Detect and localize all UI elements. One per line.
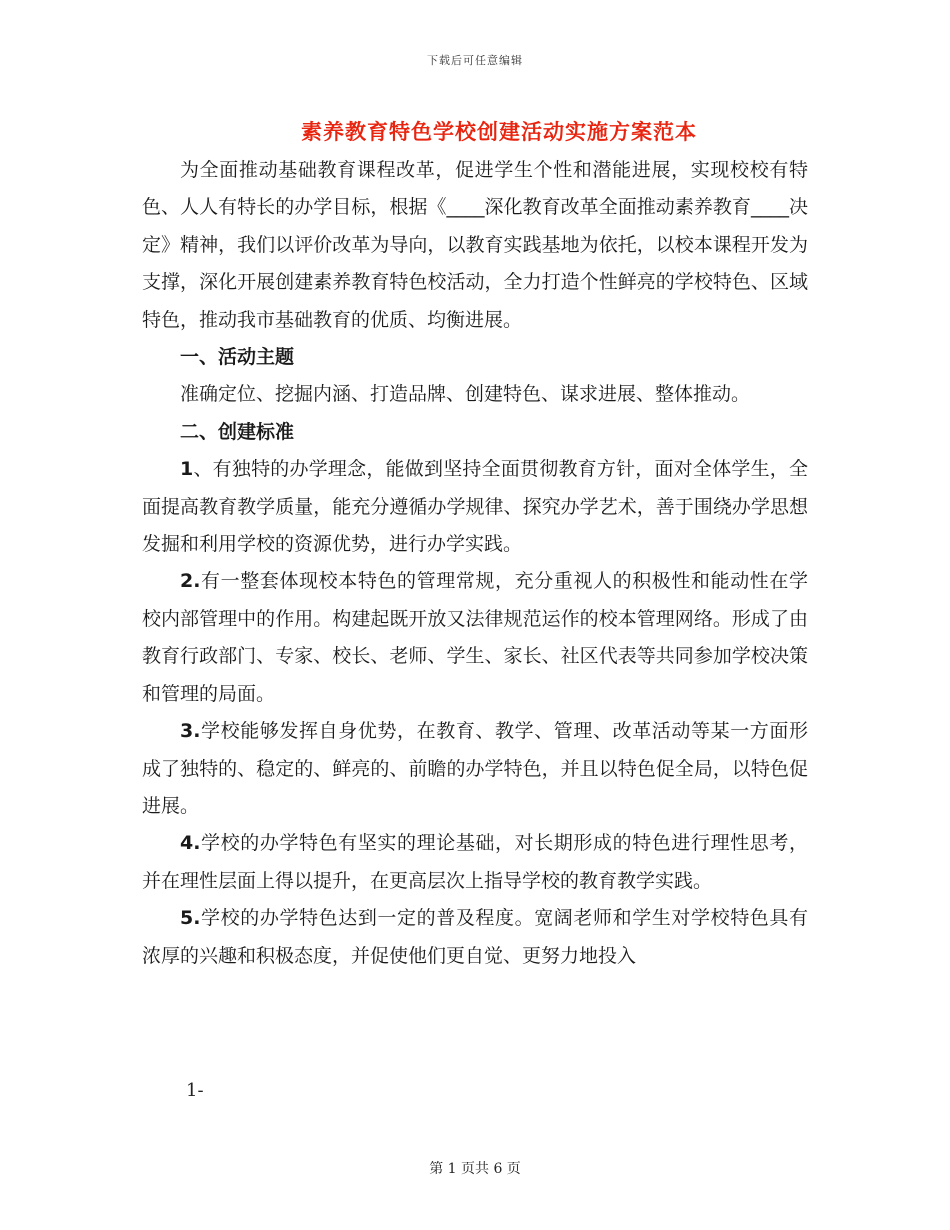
- item-text: 、有独特的办学理念，能做到坚持全面贯彻教育方针，面对全体学生，全面提高教育教学质量，能充分遵循办学规律、探究办学艺术，善于围绕办学思想发掘和利用学校的资源优势，进行办学实践。: [142, 458, 808, 556]
- document-body: [142, 152, 808, 975]
- item-number: 3.: [180, 720, 201, 743]
- page-footer: 第 1 页共 6 页: [429, 1161, 521, 1177]
- item-number: 2.: [180, 570, 201, 593]
- item-text: 有一整套体现校本特色的管理常规，充分重视人的积极性和能动性在学校内部管理中的作用。构建起既开放又法律规范运作的校本管理网络。形成了由教育行政部门、专家、校长、老师、学生、家长、社区代表等共同参加学校决策和管理的局面。: [142, 570, 808, 705]
- standard-item-1: [142, 451, 808, 563]
- item-number: 5.: [180, 907, 201, 930]
- item-number: 1: [180, 458, 194, 481]
- standard-item-2: [142, 563, 808, 713]
- standard-item-4: [142, 825, 808, 900]
- page-marker: 1-: [186, 1080, 204, 1101]
- standard-item-3: [142, 713, 808, 825]
- section1-text: 准确定位、挖掘内涵、打造品牌、创建特色、谋求进展、整体推动。: [180, 383, 751, 406]
- item-text: 学校的办学特色达到一定的普及程度。宽阔老师和学生对学校特色具有浓厚的兴趣和积极态度，并促使他们更自觉、更努力地投入: [142, 907, 808, 967]
- item-text: 学校能够发挥自身优势，在教育、教学、管理、改革活动等某一方面形成了独特的、稳定的、鲜亮的、前瞻的办学特色，并且以特色促全局，以特色促进展。: [142, 720, 808, 817]
- section2-heading: 二、创建标准: [180, 420, 295, 443]
- document-title: 素养教育特色学校创建活动实施方案范本: [301, 120, 697, 144]
- item-number: 4.: [180, 832, 201, 855]
- header-note: 下载后可任意编辑: [427, 54, 523, 67]
- item-text: 学校的办学特色有坚实的理论基础，对长期形成的特色进行理性思考，并在理性层面上得以提升，在更高层次上指导学校的教育教学实践。: [142, 832, 808, 892]
- intro-paragraph: 为全面推动基础教育课程改革，促进学生个性和潜能进展，实现校校有特色、人人有特长的办学目标，根据《____深化教育改革全面推动素养教育____决定》精神，我们以评价改革为导向，以教育实践基地为依托，以校本课程开发为支撑，深化开展创建素养教育特色校活动，全力打造个性鲜亮的学校特色、区域特色，推动我市基础教育的优质、均衡进展。: [142, 159, 808, 331]
- section1-heading: 一、活动主题: [180, 346, 295, 369]
- standard-item-5: [142, 900, 808, 975]
